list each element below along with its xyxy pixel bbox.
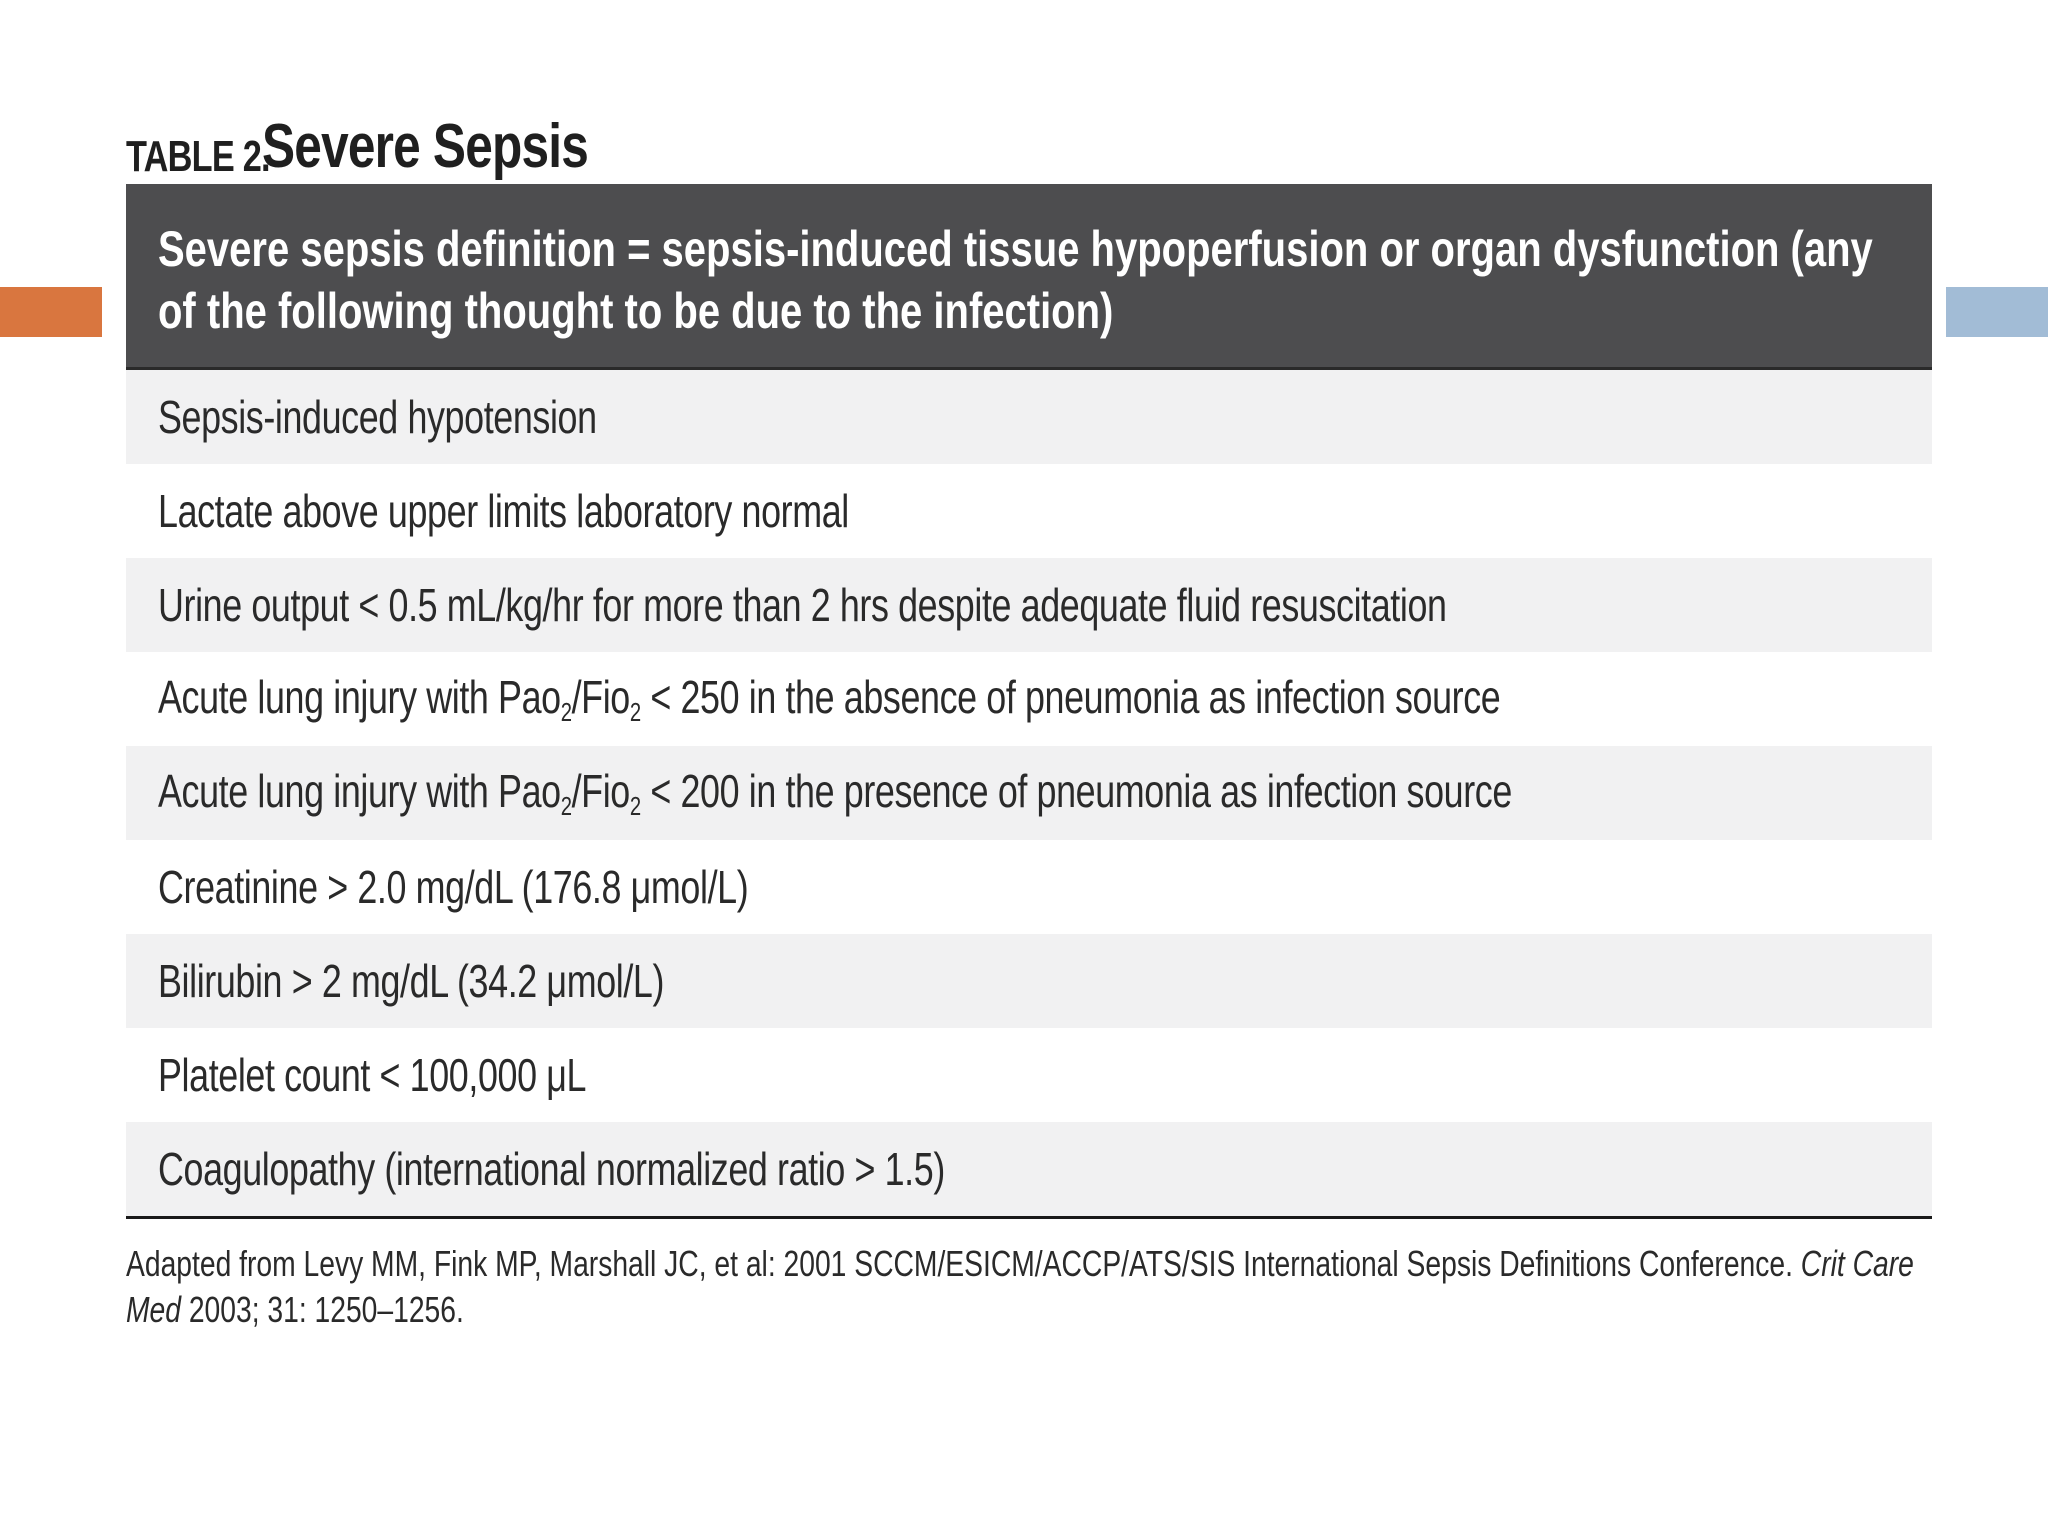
- table-header: [126, 184, 1932, 370]
- severe-sepsis-table: [126, 88, 1932, 1333]
- table-bottom-rule: [126, 1216, 1932, 1219]
- row-text-pre: Acute lung injury with Pao: [158, 765, 561, 817]
- row-text: Sepsis-induced hypotension: [158, 391, 597, 443]
- table-row: [126, 1122, 1932, 1216]
- table-row: [126, 558, 1932, 652]
- row-text-post: < 200 in the presence of pneumonia as infection source: [640, 765, 1512, 817]
- subscript: 2: [629, 791, 641, 821]
- subscript: 2: [560, 697, 572, 727]
- left-accent-bar: [0, 287, 102, 337]
- table-row: [126, 746, 1932, 840]
- row-text: Creatinine > 2.0 mg/dL (176.8 μmol/L): [158, 861, 749, 913]
- table-row: [126, 840, 1932, 934]
- table-row: [126, 1028, 1932, 1122]
- row-text: Coagulopathy (international normalized ratio > 1.5): [158, 1143, 945, 1195]
- footnote-journal: Crit Care Med: [126, 1243, 1914, 1330]
- row-text: [158, 764, 1512, 822]
- table-row: [126, 652, 1932, 746]
- row-text: Platelet count < 100,000 μL: [158, 1049, 587, 1101]
- table-title: [126, 88, 1932, 182]
- table-footnote: [126, 1241, 1932, 1333]
- table-label: TABLE 2.: [126, 132, 270, 181]
- row-text: [158, 670, 1500, 728]
- right-accent-bar: [1946, 287, 2048, 337]
- table-row: [126, 370, 1932, 464]
- row-text-mid: /Fio: [571, 671, 630, 723]
- footnote-suffix: 2003; 31: 1250–1256.: [180, 1289, 464, 1330]
- row-text: Bilirubin > 2 mg/dL (34.2 μmol/L): [158, 955, 665, 1007]
- row-text-post: < 250 in the absence of pneumonia as infection source: [640, 671, 1501, 723]
- row-text-pre: Acute lung injury with Pao: [158, 671, 561, 723]
- footnote-prefix: Adapted from Levy MM, Fink MP, Marshall JC, et al: 2001 SCCM/ESICM/ACCP/ATS/SIS International Sepsis Definitions Conference.: [126, 1243, 1801, 1284]
- table-title-text: Severe Sepsis: [262, 112, 589, 181]
- table-body: [126, 370, 1932, 1216]
- subscript: 2: [629, 697, 641, 727]
- table-row: [126, 464, 1932, 558]
- subscript: 2: [560, 791, 572, 821]
- row-text: Urine output < 0.5 mL/kg/hr for more than 2 hrs despite adequate fluid resuscitation: [158, 579, 1447, 631]
- row-text-mid: /Fio: [571, 765, 630, 817]
- row-text: Lactate above upper limits laboratory normal: [158, 485, 849, 537]
- table-header-text: Severe sepsis definition = sepsis-induced tissue hypoperfusion or organ dysfunction (any of the following thought to be due to the infection): [158, 221, 1873, 339]
- table-row: [126, 934, 1932, 1028]
